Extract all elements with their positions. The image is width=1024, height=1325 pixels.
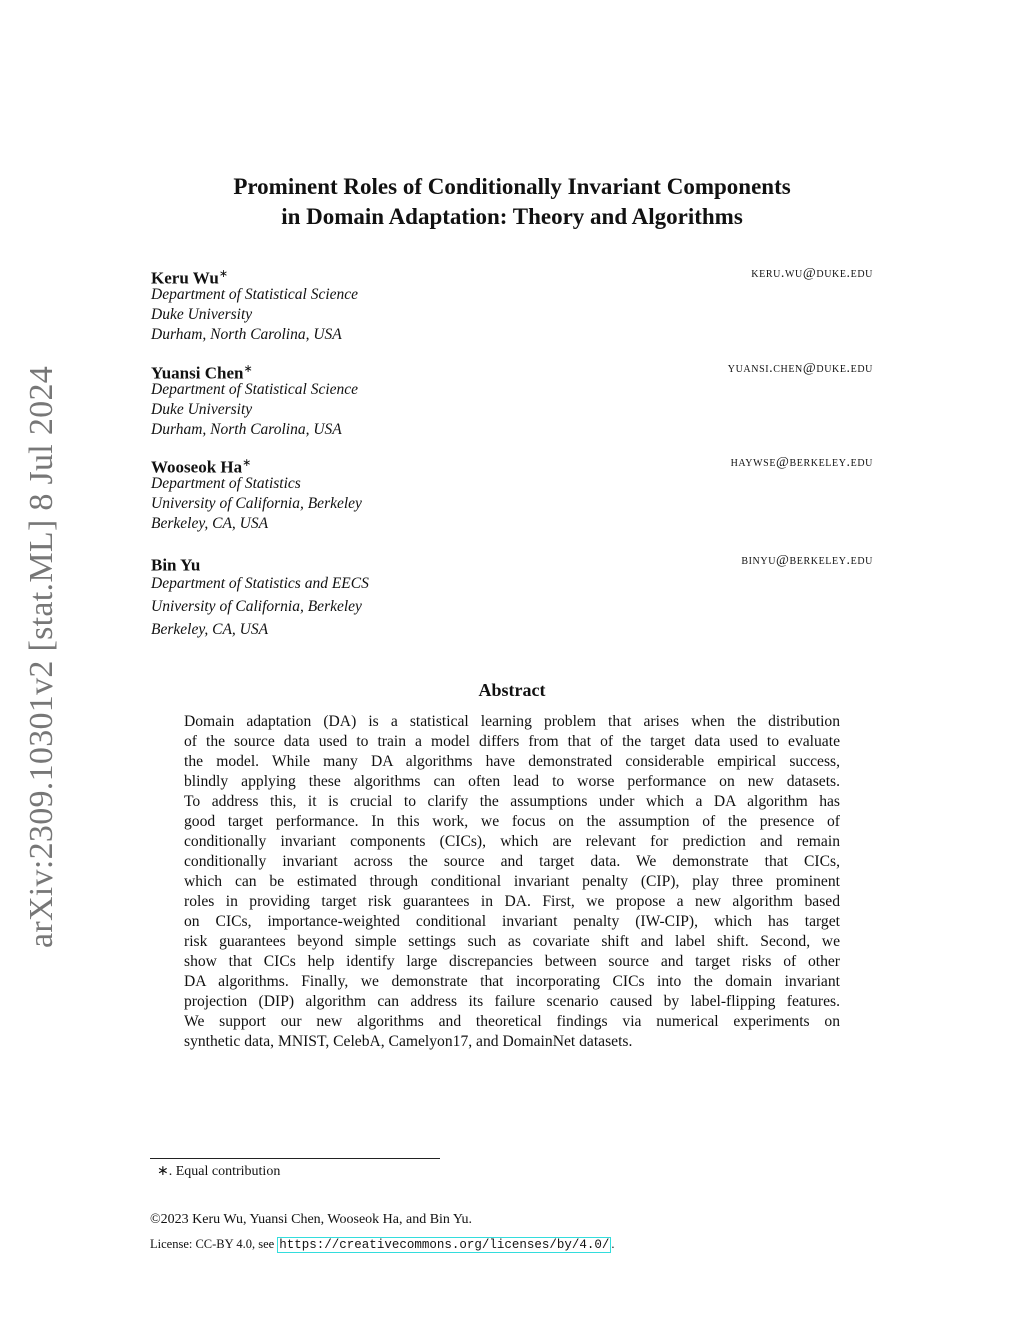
author-affiliation-line: Duke University xyxy=(151,306,253,323)
author-affiliation-line: University of California, Berkeley xyxy=(151,495,362,512)
abstract-line: We support our new algorithms and theoretical findings via numerical experiments on xyxy=(184,1013,840,1030)
author-affiliation-line: University of California, Berkeley xyxy=(151,598,362,615)
author-affiliation-line: Duke University xyxy=(151,401,253,418)
author-block xyxy=(151,359,873,438)
author-name-text: Wooseok Ha xyxy=(151,457,243,477)
abstract-line: which can be estimated through conditional invariant penalty (CIP), play three prominent xyxy=(184,873,840,890)
author-affiliation-line: Department of Statistical Science xyxy=(151,381,359,398)
abstract-heading: Abstract xyxy=(478,680,546,700)
abstract-line: good target performance. In this work, we focus on the assumption of the presence of xyxy=(184,813,840,830)
author-email[interactable]: binyu@berkeley.edu xyxy=(741,553,873,568)
author-name-text: Bin Yu xyxy=(151,555,201,575)
arxiv-stamp: arXiv:2309.10301v2 [stat.ML] 8 Jul 2024 xyxy=(23,365,60,949)
footnote: ∗. Equal contribution xyxy=(157,1164,281,1179)
author-name-text: Keru Wu xyxy=(151,268,219,288)
author-block xyxy=(151,551,873,638)
author-affiliation-line: Berkeley, CA, USA xyxy=(151,621,269,638)
license-link[interactable]: https://creativecommons.org/licenses/by/4.0/ xyxy=(279,1238,610,1252)
author-name-text: Yuansi Chen xyxy=(151,363,244,383)
equal-contribution-mark: ∗ xyxy=(243,363,253,375)
abstract-line: roles in providing target risk guarantees in DA. First, we propose a new algorithm based xyxy=(184,893,840,910)
abstract-line: conditionally invariant components (CICs), which are relevant for prediction and remain xyxy=(184,833,840,850)
paper-title xyxy=(0,172,1024,232)
author-email[interactable]: haywse@berkeley.edu xyxy=(730,455,873,470)
equal-contribution-mark: ∗ xyxy=(242,457,252,469)
abstract-line: on CICs, importance-weighted conditional invariant penalty (IW-CIP), which has target xyxy=(184,913,840,930)
abstract-line: To address this, it is crucial to clarify the assumptions under which a DA algorithm has xyxy=(184,793,840,810)
author-affiliation-line: Berkeley, CA, USA xyxy=(151,515,269,532)
license xyxy=(150,1237,614,1252)
author-affiliation-line: Durham, North Carolina, USA xyxy=(151,326,342,343)
author-email[interactable]: keru.wu@duke.edu xyxy=(751,266,873,281)
author-affiliation-line: Department of Statistics xyxy=(151,475,301,492)
abstract-body xyxy=(184,712,840,1052)
license-suffix: . xyxy=(611,1237,615,1251)
author-email[interactable]: yuansi.chen@duke.edu xyxy=(727,361,873,376)
copyright: ©2023 Keru Wu, Yuansi Chen, Wooseok Ha, and Bin Yu. xyxy=(150,1212,472,1227)
author-affiliation-line: Durham, North Carolina, USA xyxy=(151,421,342,438)
license-prefix: License: CC-BY 4.0, see xyxy=(150,1237,278,1251)
abstract-line: DA algorithms. Finally, we demonstrate that incorporating CICs into the domain invariant xyxy=(184,973,840,990)
abstract-line: synthetic data, MNIST, CelebA, Camelyon17, and DomainNet datasets. xyxy=(184,1033,633,1050)
footnote-rule xyxy=(150,1158,440,1159)
abstract-line: show that CICs help identify large discrepancies between source and target risks of other xyxy=(184,953,840,970)
abstract-line: Domain adaptation (DA) is a statistical learning problem that arises when the distribution xyxy=(184,713,840,730)
author-affiliation-line: Department of Statistical Science xyxy=(151,286,359,303)
abstract-line: risk guarantees beyond simple settings such as covariate shift and label shift. Second, we xyxy=(184,933,840,950)
title-line: Prominent Roles of Conditionally Invariant Components xyxy=(233,174,791,199)
author-affiliation-line: Department of Statistics and EECS xyxy=(151,575,369,592)
author-block xyxy=(151,264,873,343)
abstract-line: projection (DIP) algorithm can address its failure scenario caused by label-flipping features. xyxy=(184,993,840,1010)
abstract-line: conditionally invariant across the source and target data. We demonstrate that CICs, xyxy=(184,853,840,870)
equal-contribution-mark: ∗ xyxy=(218,268,229,280)
abstract-line: of the source data used to train a model differs from that of the target data used to evaluate xyxy=(184,733,840,750)
title-line: in Domain Adaptation: Theory and Algorithms xyxy=(281,204,743,229)
author-block xyxy=(151,453,873,532)
abstract-line: the model. While many DA algorithms have demonstrated considerable empirical success, xyxy=(184,753,840,770)
abstract-line: blindly applying these algorithms can often lead to worse performance on new datasets. xyxy=(184,773,840,790)
